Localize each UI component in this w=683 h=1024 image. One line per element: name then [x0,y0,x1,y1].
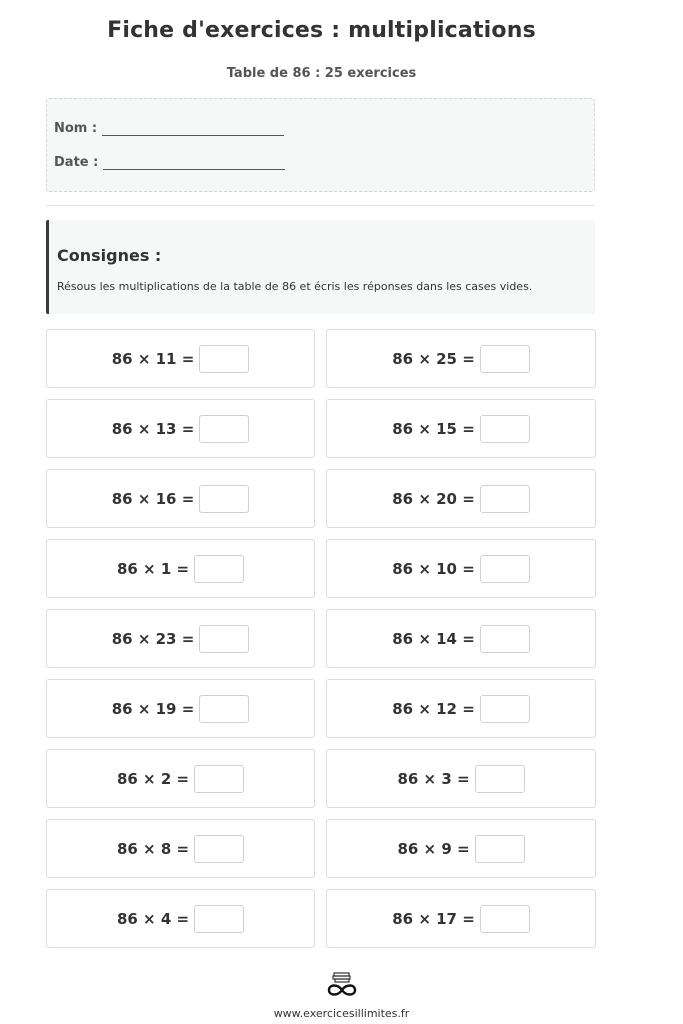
page-title: Fiche d'exercices : multiplications [107,18,536,43]
exercise-cell [46,399,315,458]
date-field[interactable] [54,155,285,170]
answer-box[interactable] [480,905,530,933]
exercise-expression: 86 × 17 = [392,909,475,928]
exercise-cell [46,749,315,808]
exercise-expression: 86 × 2 = [116,769,190,788]
exercise-cell [46,889,315,948]
name-field[interactable] [54,121,284,136]
exercise-expression: 86 × 15 = [392,419,475,438]
answer-box[interactable] [194,905,244,933]
answer-box[interactable] [475,835,525,863]
exercise-cell [326,679,596,738]
exercise-expression: 86 × 9 = [397,839,470,858]
instructions-text: Résous les multiplications de la table de 86 et écris les réponses dans les cases vides. [57,280,533,293]
answer-box[interactable] [199,415,249,443]
exercise-cell [326,819,596,878]
answer-box[interactable] [480,695,530,723]
exercise-cell [326,889,596,948]
exercise-grid [46,329,596,948]
answer-box[interactable] [480,485,530,513]
exercise-expression: 86 × 12 = [392,699,475,718]
answer-box[interactable] [199,345,249,373]
answer-box[interactable] [480,415,530,443]
exercise-expression: 86 × 13 = [111,419,195,438]
answer-box[interactable] [199,625,249,653]
date-label: Date : [54,155,99,170]
exercise-cell [46,329,315,388]
answer-box[interactable] [199,695,249,723]
exercise-cell [326,539,596,598]
name-label: Nom : [54,121,98,136]
exercise-cell [46,609,315,668]
exercise-expression: 86 × 3 = [397,769,470,788]
exercise-expression: 86 × 16 = [111,489,195,508]
page-subtitle: Table de 86 : 25 exercices [226,66,417,81]
exercise-expression: 86 × 1 = [116,559,190,578]
exercise-expression: 86 × 23 = [111,629,195,648]
exercise-cell [326,609,596,668]
name-blank-line[interactable] [102,123,284,136]
instructions-heading: Consignes : [57,246,162,265]
answer-box[interactable] [194,835,244,863]
exercise-cell [326,749,596,808]
exercise-expression: 86 × 20 = [392,489,475,508]
exercise-expression: 86 × 14 = [392,629,475,648]
answer-box[interactable] [194,555,244,583]
exercise-expression: 86 × 25 = [392,349,475,368]
answer-box[interactable] [480,345,530,373]
exercise-cell [326,469,596,528]
student-info-box [46,98,595,192]
exercise-cell [46,819,315,878]
infinity-books-logo-icon [324,971,360,999]
exercise-cell [326,329,596,388]
exercise-expression: 86 × 4 = [116,909,190,928]
answer-box[interactable] [199,485,249,513]
answer-box[interactable] [475,765,525,793]
exercise-expression: 86 × 8 = [116,839,190,858]
exercise-cell [46,679,315,738]
exercise-expression: 86 × 11 = [111,349,195,368]
exercise-expression: 86 × 19 = [111,699,195,718]
exercise-expression: 86 × 10 = [392,559,475,578]
answer-box[interactable] [480,555,530,583]
divider [46,205,595,206]
date-blank-line[interactable] [103,157,285,170]
exercise-cell [46,469,315,528]
answer-box[interactable] [194,765,244,793]
exercise-cell [46,539,315,598]
exercise-cell [326,399,596,458]
answer-box[interactable] [480,625,530,653]
footer-url: www.exercicesillimites.fr [273,1007,410,1020]
instructions-box [46,220,595,314]
